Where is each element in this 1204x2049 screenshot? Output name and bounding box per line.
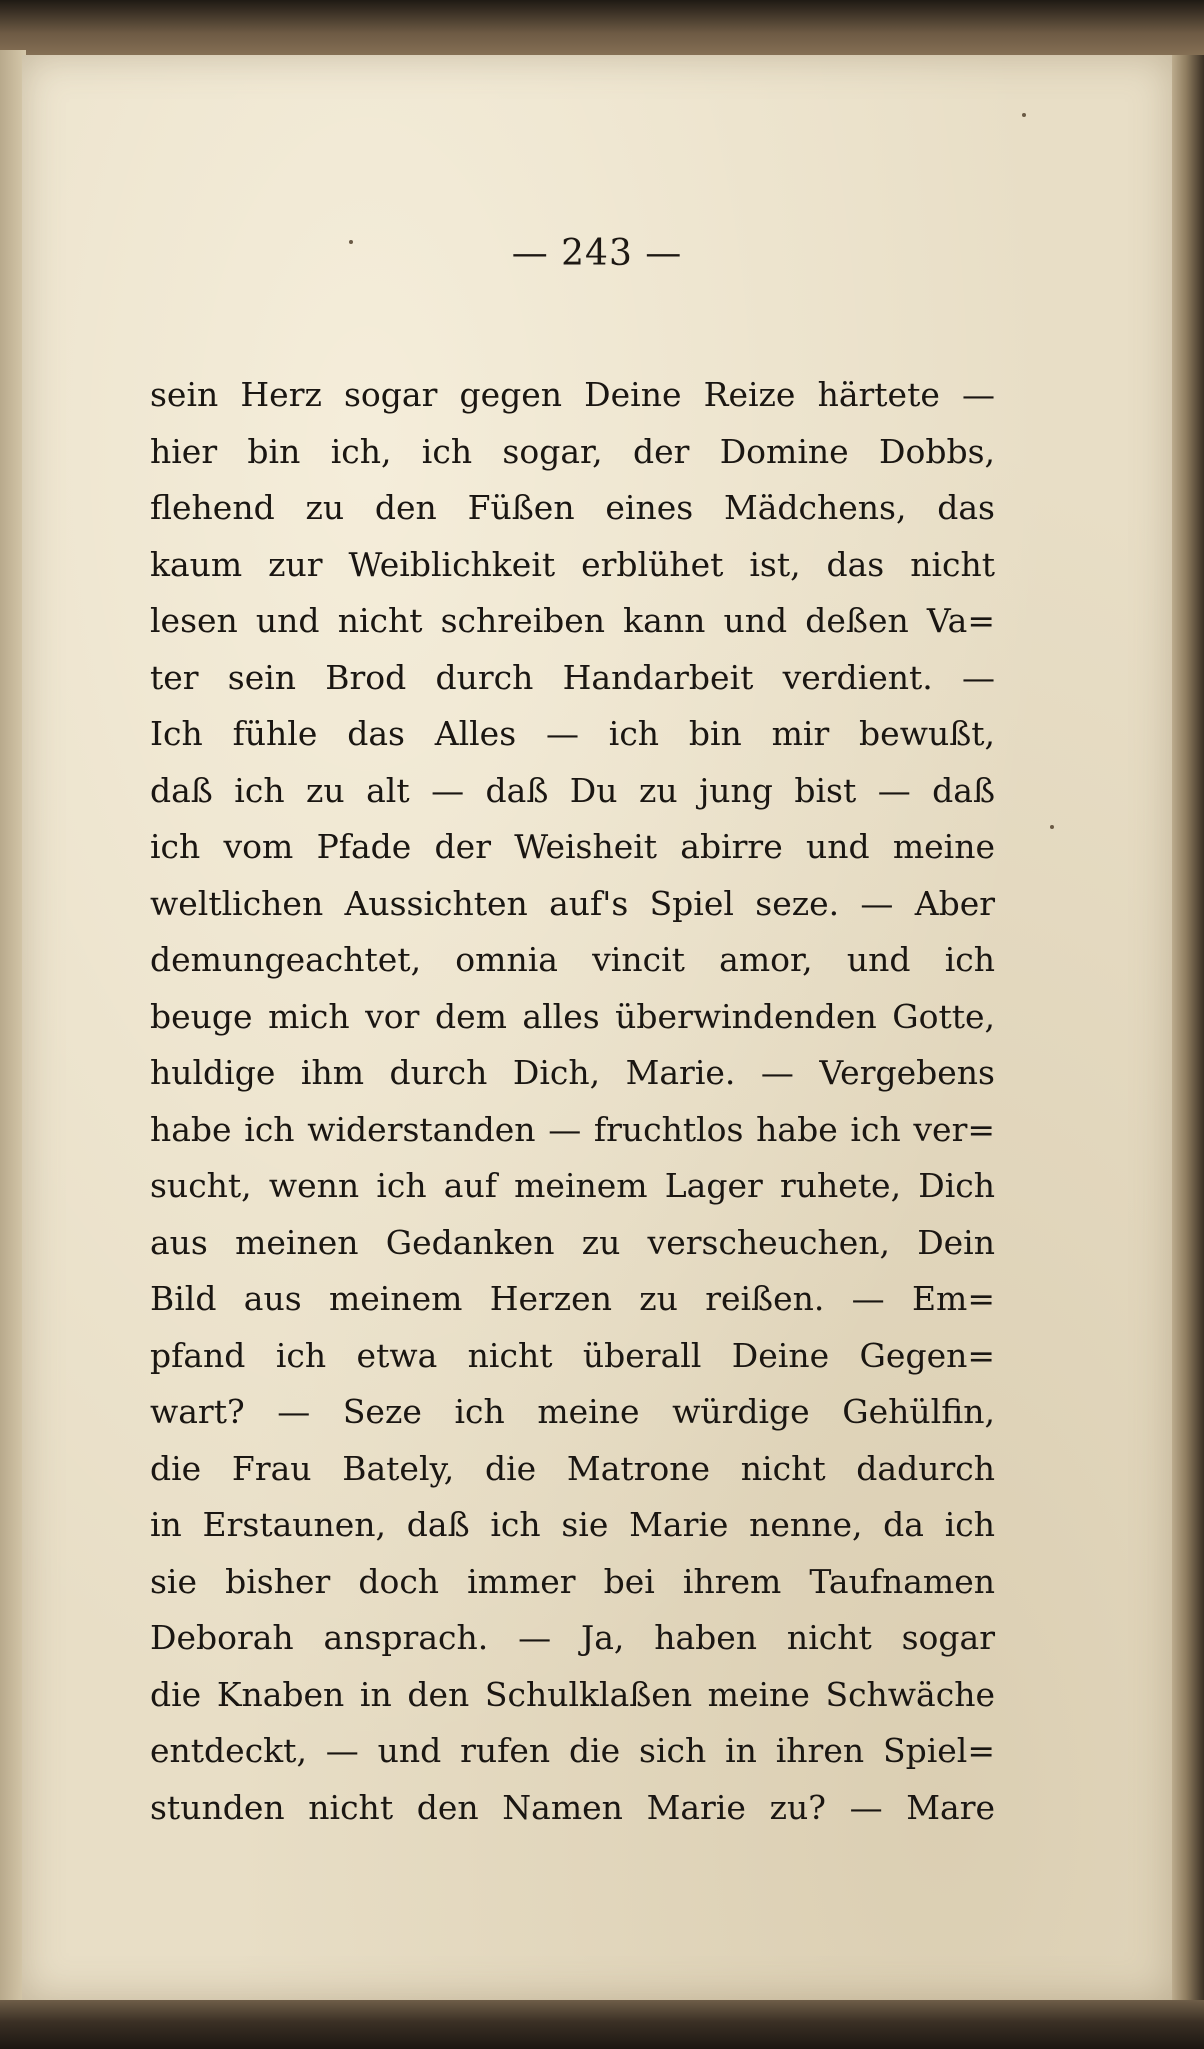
text-line: flehend zu den Füßen eines Mädchens, das [150,488,995,527]
text-line: aus meinen Gedanken zu verscheuchen, Dein [150,1222,995,1262]
text-line: sucht, wenn ich auf meinem Lager ruhete, Dich [150,1166,995,1205]
text-line: sein Herz sogar gegen Deine Reize härtete — [150,375,995,414]
book-binding-bottom [0,1995,1204,2049]
text-line: weltlichen Aussichten auf's Spiel seze. — Aber [150,883,995,923]
text-line: beuge mich vor dem alles überwindenden Gotte, [150,996,995,1036]
text-line: in Erstaunen, daß ich sie Marie nenne, da ich [150,1505,995,1544]
text-line: die Frau Bately, die Matrone nicht dadurch [150,1448,995,1488]
text-line: huldige ihm durch Dich, Marie. — Vergebens [150,1053,995,1092]
body-text [150,367,995,1836]
text-line: daß ich zu alt — daß Du zu jung bist — daß [150,770,995,810]
paper-speck [1022,113,1026,117]
text-line: Deborah ansprach. — Ja, haben nicht sogar [150,1618,995,1657]
book-page [22,55,1172,2000]
text-line: stunden nicht den Namen Marie zu? — Mare [150,1787,995,1827]
text-line: wart? — Seze ich meine würdige Gehülfin, [150,1392,995,1431]
text-line: Ich fühle das Alles — ich bin mir bewußt, [150,714,995,753]
page-header [22,233,1172,274]
page-edge-right [1168,55,1204,2000]
text-line: lesen und nicht schreiben kann und deßen Va= [150,601,995,640]
text-line: kaum zur Weiblichkeit erblühet ist, das nicht [150,544,995,584]
text-line: Bild aus meinem Herzen zu reißen. — Em= [150,1279,995,1318]
text-line: ter sein Brod durch Handarbeit verdient. — [150,657,995,697]
text-line: ich vom Pfade der Weisheit abirre und meine [150,827,995,866]
text-line: demungeachtet, omnia vincit amor, und ich [150,940,995,979]
paper-speck [1050,825,1054,829]
text-line: hier bin ich, ich sogar, der Domine Dobbs, [150,431,995,471]
text-line: die Knaben in den Schulklaßen meine Schwäche [150,1674,995,1714]
text-line: habe ich widerstanden — fruchtlos habe ich ver= [150,1109,995,1149]
page-number: — 243 — [511,233,683,274]
text-line: sie bisher doch immer bei ihrem Taufnamen [150,1561,995,1601]
text-line: entdeckt, — und rufen die sich in ihren Spiel= [150,1731,995,1770]
text-line: pfand ich etwa nicht überall Deine Gegen= [150,1335,995,1375]
book-binding-top [0,0,1204,60]
